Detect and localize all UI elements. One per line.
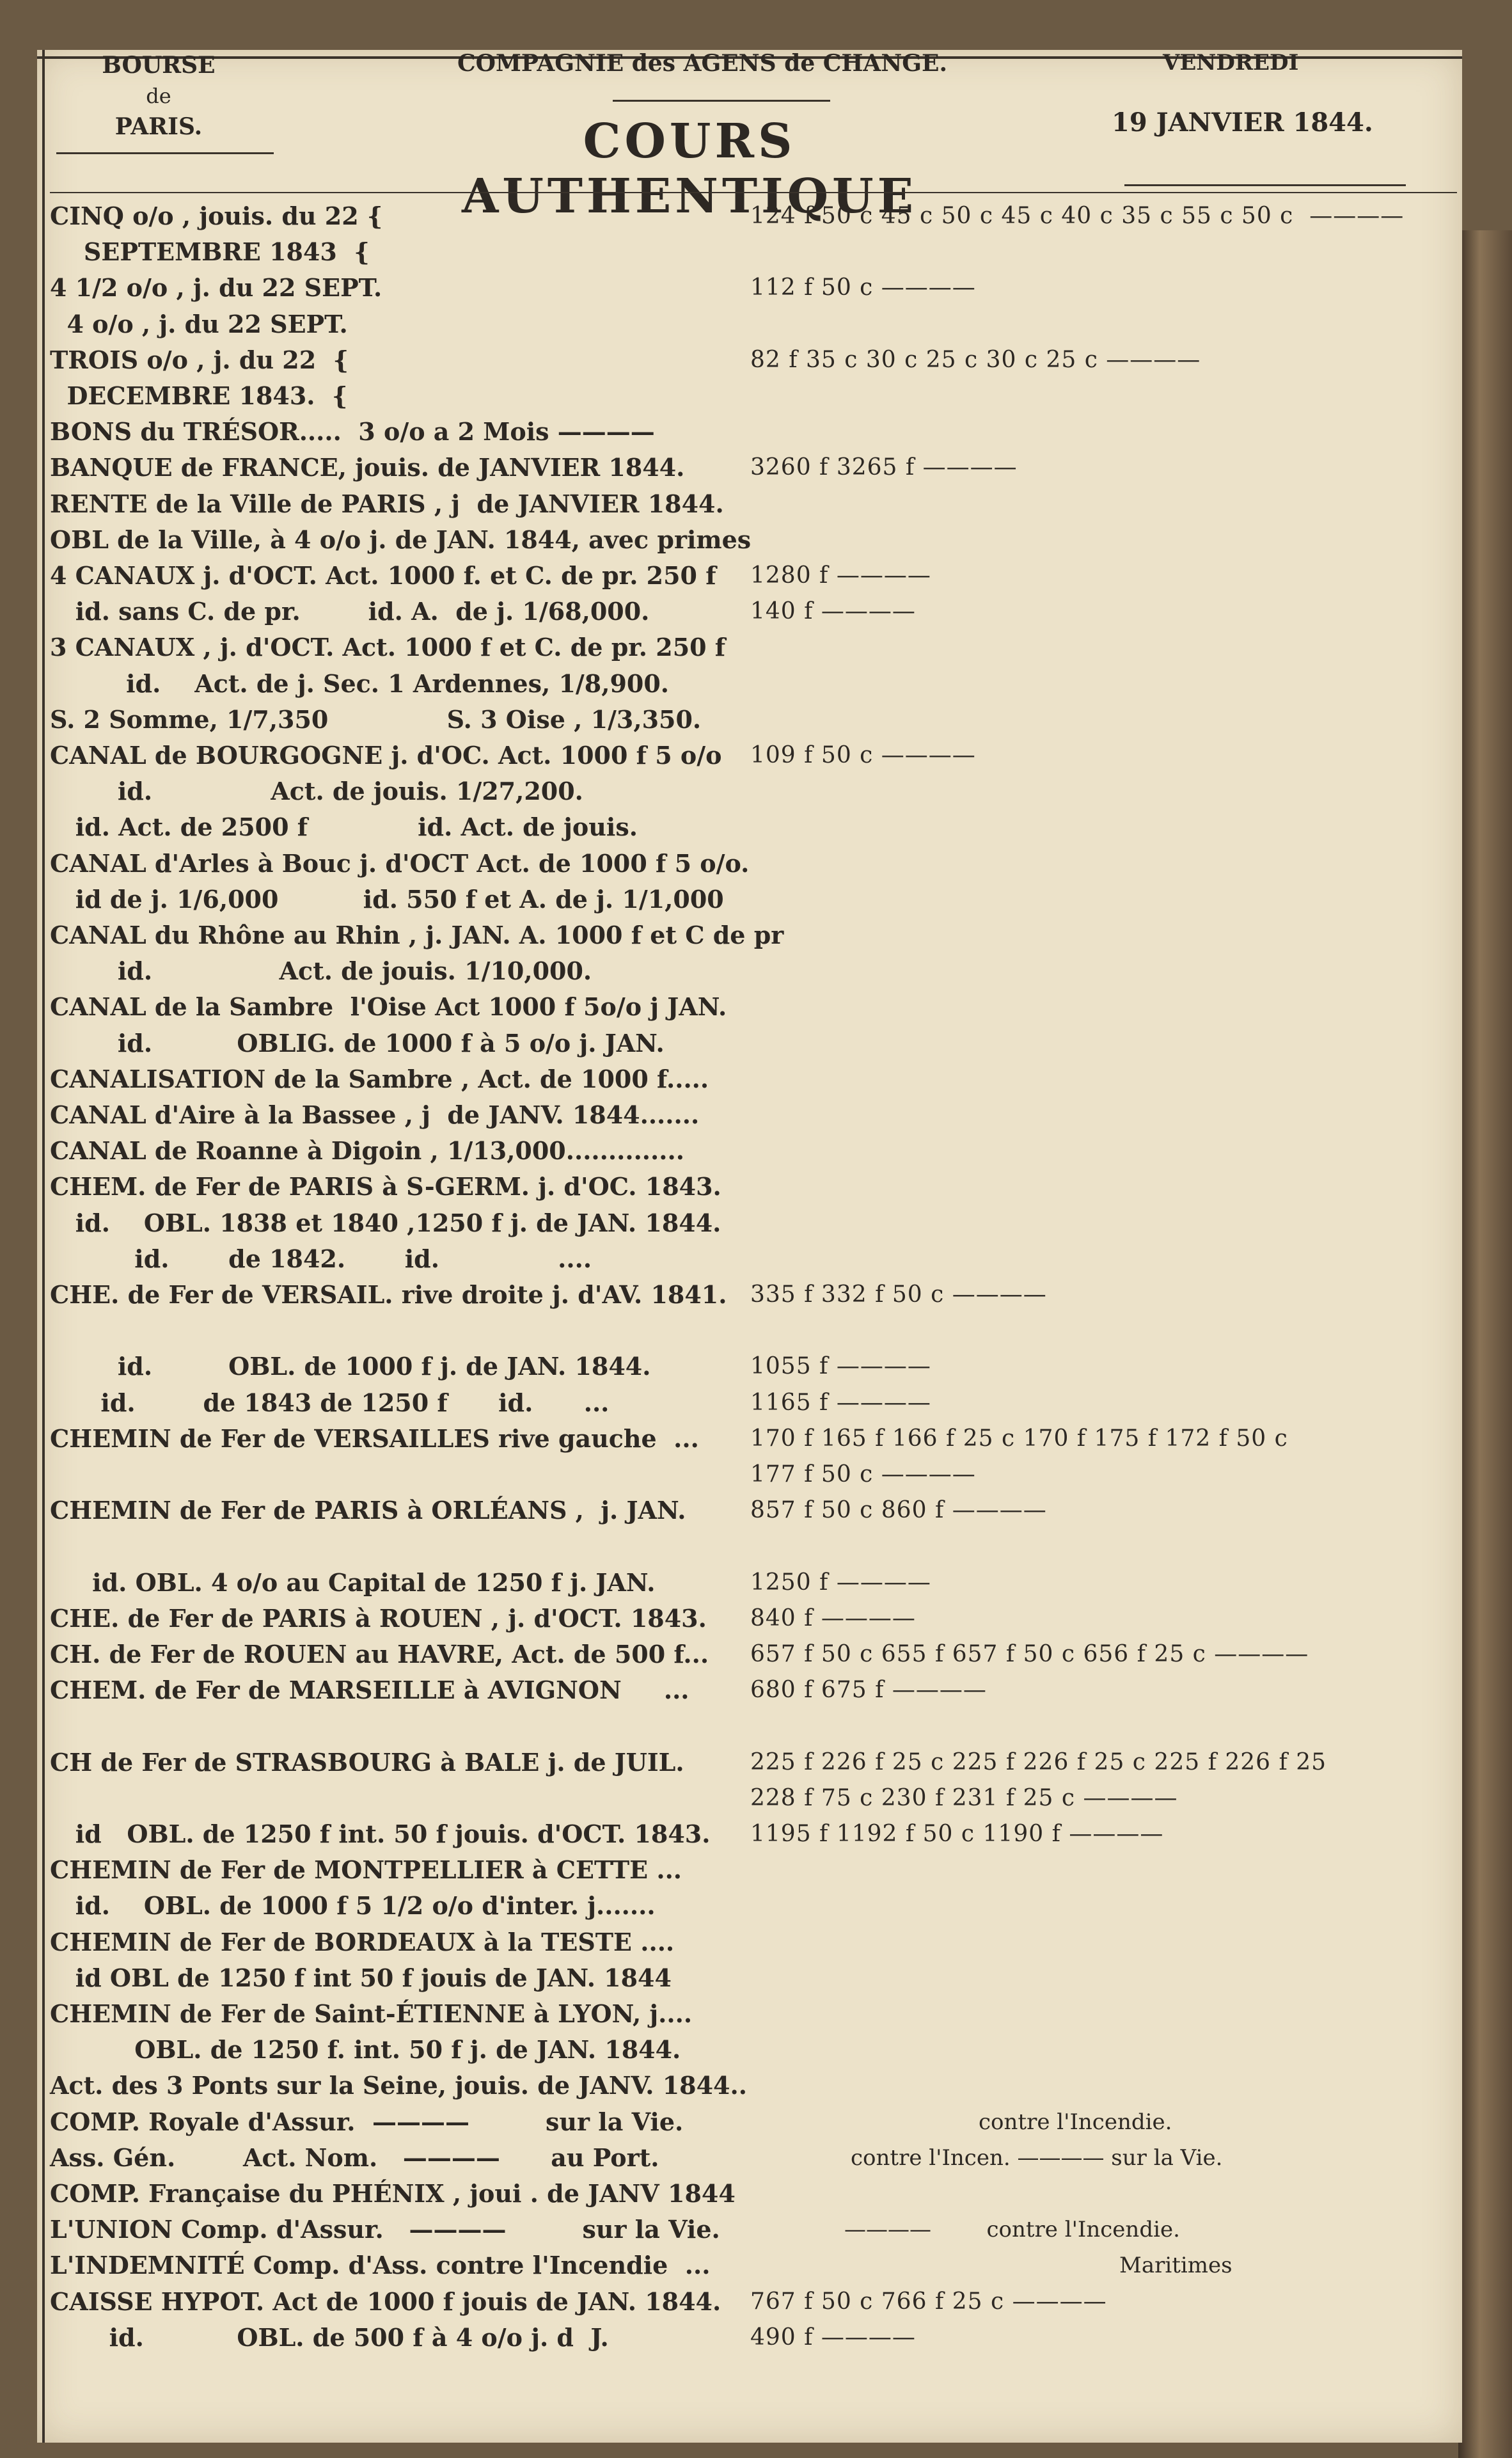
security-label: id. OBL. 4 o/o au Capital de 1250 f j. JAN. [50,1567,656,1597]
security-label: id de j. 1/6,000 id. 550 f et A. de j. 1/1,000 [50,884,724,914]
price-value: 767 f 50 c 766 f 25 c ———— [750,2288,1107,2315]
security-label: CHE. de Fer de PARIS à ROUEN , j. d'OCT. 1843. [50,1603,707,1633]
quotation-row [37,1313,1462,1349]
quotation-row [37,1672,1462,1708]
quotation-row [37,738,1462,773]
security-label: CHEMIN de Fer de VERSAILLES rive gauche ... [50,1423,699,1453]
security-label: id. OBL. de 1000 f 5 1/2 o/o d'inter. j....... [50,1891,656,1921]
security-label: id. de 1843 de 1250 f id. ... [50,1388,610,1417]
price-value: 1195 f 1192 f 50 c 1190 f ———— [750,1821,1164,1847]
quotation-row [37,1241,1462,1277]
security-label: CHEMIN de Fer de BORDEAUX à la TESTE .... [50,1927,675,1956]
security-label: OBL. de 1250 f. int. 50 f j. de JAN. 1844. [50,2035,681,2065]
quotation-row [37,1745,1462,1780]
security-label: id. OBL. de 500 f à 4 o/o j. d J. [50,2322,609,2352]
security-label: CHE. de Fer de VERSAIL. rive droite j. d'AV. 1841. [50,1280,727,1309]
quotation-row [37,450,1462,486]
price-value: 1055 f ———— [750,1353,931,1380]
security-label: BONS du TRÉSOR..... 3 o/o a 2 Mois ———— [50,417,655,447]
security-label: Ass. Gén. Act. Nom. ———— au Port. [50,2143,659,2172]
quotation-row [37,1385,1462,1421]
page-title: COURS AUTHENTIQUE [461,114,918,224]
security-label: id. Act. de j. Sec. 1 Ardennes, 1/8,900. [50,669,669,698]
quotation-row [37,414,1462,450]
quotation-row [37,1924,1462,1960]
security-label: 4 o/o , j. du 22 SEPT. [50,309,348,338]
price-value: 140 f ———— [750,598,916,625]
security-label: DECEMBRE 1843. { [50,381,348,410]
quotation-row [37,1277,1462,1313]
quotation-row [37,846,1462,882]
security-label: COMP. Française du PHÉNIX , joui . de JANV 1844 [50,2179,736,2208]
security-label: OBL de la Ville, à 4 o/o j. de JAN. 1844, avec primes [50,525,752,554]
insurance-note: contre l'Incendie. [979,2109,1172,2135]
price-value: 1280 f ———— [750,562,931,589]
price-value: 657 f 50 c 655 f 657 f 50 c 656 f 25 c ———— [750,1641,1309,1667]
price-value: 112 f 50 c ———— [750,274,976,301]
security-label: id. Act. de jouis. 1/10,000. [50,956,592,986]
price-value: 1165 f ———— [750,1389,931,1416]
insurance-note: ———— contre l'Incendie. [844,2217,1180,2243]
quotation-row [37,342,1462,378]
header-date: 19 JANVIER 1844. [1112,107,1373,138]
quotation-row [37,1708,1462,1744]
security-label: Act. des 3 Ponts sur la Seine, jouis. de JANV. 1844.. [50,2071,747,2100]
quotation-row [37,594,1462,630]
security-label: L'UNION Comp. d'Assur. ———— sur la Vie. [50,2215,720,2244]
de-word: de [146,84,171,108]
security-label: CHEMIN de Fer de PARIS à ORLÉANS , j. JAN. [50,1496,686,1525]
quotation-row [37,2248,1462,2283]
security-label: id OBL de 1250 f int 50 f jouis de JAN. 1844 [50,1963,672,1992]
quotation-row [37,2284,1462,2320]
security-label: id. OBLIG. de 1000 f à 5 o/o j. JAN. [50,1028,665,1058]
quotation-row [37,378,1462,414]
price-value: 490 f ———— [750,2324,916,2351]
quotation-row [37,1133,1462,1169]
price-value: 170 f 165 f 166 f 25 c 170 f 175 f 172 f 50 c [750,1425,1288,1452]
header-weekday: VENDREDI [1163,50,1299,75]
security-label: id. de 1842. id. .... [50,1244,592,1273]
security-label: CAISSE HYPOT. Act de 1000 f jouis de JAN. 1844. [50,2287,721,2316]
quotation-row [37,1493,1462,1528]
security-label: CANAL de Roanne à Digoin , 1/13,000.............. [50,1136,684,1166]
security-label: CANAL d'Arles à Bouc j. d'OCT Act. de 1000 f 5 o/o. [50,848,750,878]
quotation-row [37,1816,1462,1852]
quotation-row [37,558,1462,594]
security-label: id OBL. de 1250 f int. 50 f jouis. d'OCT. 1843. [50,1820,711,1848]
security-label: COMP. Royale d'Assur. ———— sur la Vie. [50,2107,684,2136]
security-label: 4 1/2 o/o , j. du 22 SEPT. [50,273,382,303]
security-label: CHEM. de Fer de PARIS à S-GERM. j. d'OC. 1843. [50,1172,721,1201]
quotation-row [37,2212,1462,2248]
quotation-row [37,989,1462,1025]
quotation-row [37,1061,1462,1097]
security-label: 3 CANAUX , j. d'OCT. Act. 1000 f et C. de pr. 250 f [50,633,726,662]
quotation-row [37,1565,1462,1601]
quotation-row [37,1528,1462,1564]
quotation-row [37,1780,1462,1816]
quotation-row [37,2140,1462,2176]
quotation-row [37,270,1462,306]
quotation-row [37,1960,1462,1996]
security-label: RENTE de la Ville de PARIS , j de JANVIER 1844. [50,489,724,518]
quotation-row [37,1205,1462,1241]
price-value: 124 f 50 c 45 c 50 c 45 c 40 c 35 c 55 c 50 c ———— [750,203,1405,229]
price-value: 840 f ———— [750,1605,916,1631]
price-value: 177 f 50 c ———— [750,1461,976,1487]
quotation-row [37,522,1462,558]
quotation-row [37,1457,1462,1493]
quotation-row [37,1421,1462,1457]
security-label: CANAL de BOURGOGNE j. d'OC. Act. 1000 f 5 o/o [50,741,722,770]
quotation-row [37,234,1462,270]
insurance-note: contre l'Incen. ———— sur la Vie. [851,2145,1223,2171]
security-label: CHEM. de Fer de MARSEILLE à AVIGNON ... [50,1676,689,1705]
security-label: 4 CANAUX j. d'OCT. Act. 1000 f. et C. de pr. 250 f [50,561,716,590]
quotation-row [37,1169,1462,1205]
security-label: CANAL du Rhône au Rhin , j. JAN. A. 1000 f et C de pr [50,921,784,949]
quotation-row [37,2032,1462,2068]
security-label: CINQ o/o , jouis. du 22 { [50,202,383,230]
quotation-row [37,198,1462,234]
bourse-word: BOURSE [102,52,216,79]
quotation-row [37,2176,1462,2212]
quotation-row [37,666,1462,702]
security-label: CHEMIN de Fer de Saint-ÉTIENNE à LYON, j.... [50,1999,693,2028]
quotation-row [37,1601,1462,1637]
quotation-list [37,50,1462,2443]
quotation-row [37,1026,1462,1061]
insurance-note: Maritimes [1119,2253,1232,2279]
quotation-row [37,882,1462,917]
security-label: BANQUE de FRANCE, jouis. de JANVIER 1844. [50,453,685,482]
price-value: 3260 f 3265 f ———— [750,454,1018,481]
quotation-row [37,2104,1462,2140]
price-value: 1250 f ———— [750,1569,931,1596]
security-label: CANALISATION de la Sambre , Act. de 1000 f..... [50,1064,709,1093]
price-value: 228 f 75 c 230 f 231 f 25 c ———— [750,1784,1178,1811]
quotation-row [37,1888,1462,1924]
price-value: 857 f 50 c 860 f ———— [750,1497,1047,1524]
quotation-row [37,1996,1462,2032]
price-value: 225 f 226 f 25 c 225 f 226 f 25 c 225 f 226 f 25 [750,1748,1327,1775]
book-spine [1458,230,1512,2458]
security-label: CHEMIN de Fer de MONTPELLIER à CETTE ... [50,1855,682,1885]
quotation-row [37,1852,1462,1888]
security-label: CH. de Fer de ROUEN au HAVRE, Act. de 500 f... [50,1640,709,1669]
quotation-row [37,1349,1462,1384]
price-value: 335 f 332 f 50 c ———— [750,1281,1047,1308]
security-label: SEPTEMBRE 1843 { [50,237,370,267]
paris-word: PARIS. [114,113,203,140]
security-label: TROIS o/o , j. du 22 { [50,345,349,374]
quotation-row [37,2068,1462,2104]
quotation-row [37,773,1462,809]
security-label: id. OBL. de 1000 f j. de JAN. 1844. [50,1352,651,1381]
price-value: 680 f 675 f ———— [750,1677,987,1704]
quotation-row [37,1097,1462,1133]
quotation-row [37,702,1462,738]
header-compagnie: COMPAGNIE des AGENS de CHANGE. [457,50,947,77]
security-label: CH de Fer de STRASBOURG à BALE j. de JUIL. [50,1747,684,1777]
security-label: id. sans C. de pr. id. A. de j. 1/68,000. [50,597,650,626]
security-label: id. Act. de 2500 f id. Act. de jouis. [50,813,638,842]
security-label: CANAL de la Sambre l'Oise Act 1000 f 5o/o j JAN. [50,992,727,1022]
price-value: 109 f 50 c ———— [750,742,976,768]
security-label: L'INDEMNITÉ Comp. d'Ass. contre l'Incendie ... [50,2251,711,2280]
quotation-row [37,1637,1462,1672]
quotation-row [37,953,1462,989]
quotation-row [37,486,1462,522]
security-label: CANAL d'Aire à la Bassee , j de JANV. 1844....... [50,1100,700,1129]
quotation-row [37,2320,1462,2356]
security-label: id. OBL. 1838 et 1840 ,1250 f j. de JAN. 1844. [50,1208,721,1237]
security-label: S. 2 Somme, 1/7,350 S. 3 Oise , 1/3,350. [50,704,702,734]
quotation-row [37,809,1462,845]
security-label: id. Act. de jouis. 1/27,200. [50,777,583,806]
price-value: 82 f 35 c 30 c 25 c 30 c 25 c ———— [750,346,1201,373]
quotation-row [37,630,1462,665]
quotation-row [37,306,1462,342]
document-page [37,50,1462,2443]
quotation-row [37,917,1462,953]
